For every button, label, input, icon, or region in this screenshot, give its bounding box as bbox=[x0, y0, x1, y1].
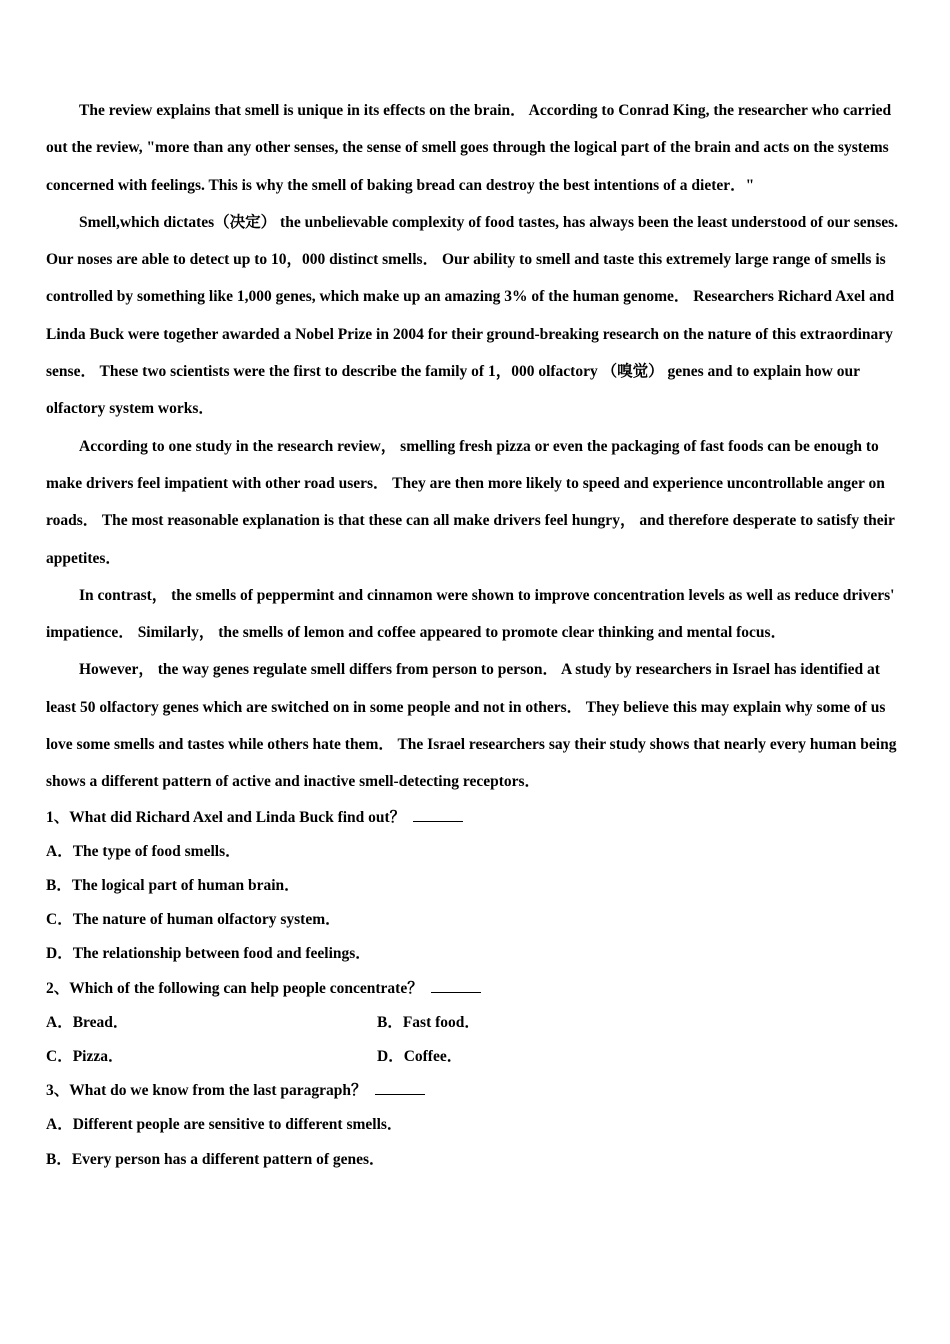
passage-paragraph-1: The review explains that smell is unique in its effects on the brain． According to Conrad King, the researcher who carried out the review, "more than any other senses, the sense of smell goes through the logical part of the brain and acts on the systems concerned with feelings. This is why the smell of baking bread can destroy the best intentions of a dieter．" bbox=[46, 102, 892, 194]
option-d: D．Coffee． bbox=[377, 1047, 463, 1065]
question-stem bbox=[46, 1074, 906, 1108]
option-c: C．The nature of human olfactory system． bbox=[46, 911, 341, 929]
option-b: B．Every person has a different pattern of genes． bbox=[46, 1150, 385, 1168]
passage-paragraph-4: In contrast， the smells of peppermint and cinnamon were shown to improve concentration levels as well as reduce drivers' impatience． Similarly， the smells of lemon and coffee appeared to promote clear thinking and mental focus． bbox=[46, 586, 895, 642]
answer-blank bbox=[413, 807, 463, 822]
passage-paragraph-5: However， the way genes regulate smell differs from person to person． A study by researchers in Israel has identified at least 50 olfactory genes which are switched on in some people and not in others． They believe this may explain why some of us love some smells and tastes while others hate them． The Israel researchers say their study shows that nearly every human being shows a different pattern of active and inactive smell-detecting receptors． bbox=[46, 661, 897, 791]
question-stem-text: 1、What did Richard Axel and Linda Buck find out？ bbox=[46, 808, 406, 826]
answer-blank bbox=[375, 1080, 425, 1095]
passage-paragraph-3: According to one study in the research review， smelling fresh pizza or even the packaging of fast foods can be enough to make drivers feel impatient with other road users． They are then more likely to speed and experience uncontrollable anger on roads． The most reasonable explanation is that these can all make drivers feel hungry， and therefore desperate to satisfy their appetites． bbox=[46, 437, 895, 567]
question-stem-text: 3、What do we know from the last paragraph？ bbox=[46, 1082, 367, 1100]
question-stem bbox=[46, 801, 906, 835]
question-3 bbox=[46, 1074, 906, 1177]
option-c: C．Pizza． bbox=[46, 1047, 124, 1065]
question-stem-text: 2、Which of the following can help people concentrate？ bbox=[46, 979, 423, 997]
option-a: A．Different people are sensitive to different smells． bbox=[46, 1116, 403, 1134]
option-row bbox=[46, 1006, 906, 1040]
option-a: A．Bread． bbox=[46, 1013, 129, 1031]
option-d: D．The relationship between food and feelings． bbox=[46, 945, 371, 963]
question-2 bbox=[46, 972, 906, 1075]
option-a: A．The type of food smells． bbox=[46, 842, 241, 860]
option-b: B．Fast food． bbox=[377, 1013, 480, 1031]
option-row bbox=[46, 1040, 906, 1074]
passage-paragraph-2: Smell,which dictates（决定） the unbelievable complexity of food tastes, has always been the least understood of our senses. Our noses are able to detect up to 10，000 distinct smells． Our ability to smell and taste this extremely large range of smells is controlled by something like 1,000 genes, which make up an amazing 3% of the human genome． Researchers Richard Axel and Linda Buck were together awarded a Nobel Prize in 2004 for their ground-breaking research on the nature of this extraordinary sense． These two scientists were the first to describe the family of 1，000 olfactory （嗅觉） genes and to explain how our olfactory system works． bbox=[46, 213, 899, 418]
answer-blank bbox=[431, 978, 481, 993]
option-b: B．The logical part of human brain． bbox=[46, 877, 300, 895]
question-stem bbox=[46, 972, 906, 1006]
question-1 bbox=[46, 801, 906, 972]
reading-passage bbox=[46, 92, 906, 801]
document-page bbox=[46, 92, 906, 1177]
